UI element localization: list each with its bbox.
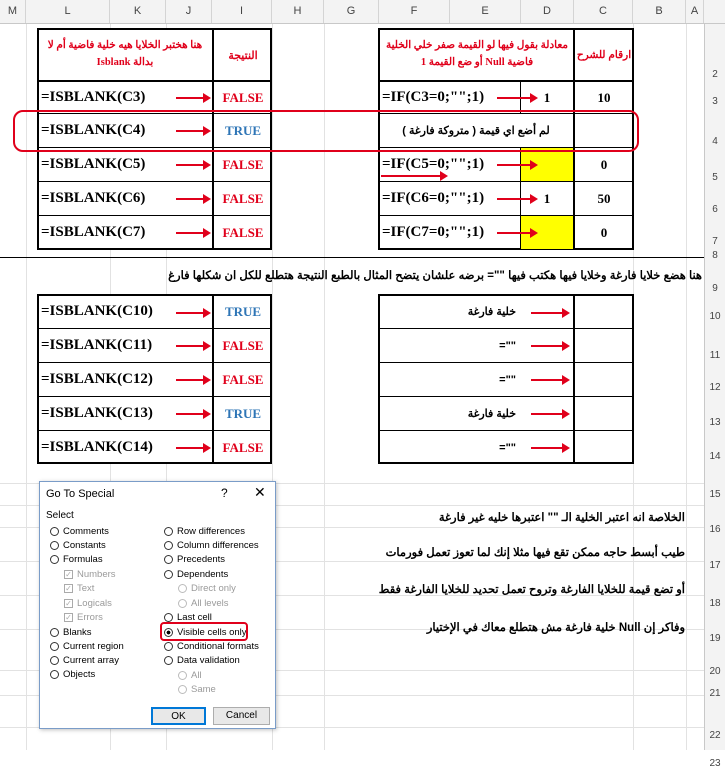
formula-cell[interactable]: =ISBLANK(C10) [41,303,153,319]
option-label: Last cell [177,612,212,623]
red-arrow [176,345,204,347]
radio-icon [50,670,59,679]
row-number[interactable]: 17 [709,560,721,571]
c-cell[interactable]: 50 [597,190,611,206]
radio-icon [50,642,59,651]
row-number[interactable]: 22 [709,730,721,741]
red-arrow [176,447,204,449]
radio-icon [164,570,173,579]
option-precedents[interactable] [164,554,225,565]
cancel-button[interactable]: Cancel [213,707,270,725]
radio-icon [164,642,173,651]
if-formula-cell[interactable]: =IF(C3=0;"";1) [382,89,485,105]
column-header-bar [0,0,725,24]
radio-icon [164,613,173,622]
row-number[interactable]: 14 [709,451,721,462]
radio-icon [164,527,173,536]
label-cell[interactable]: ="" [499,441,516,454]
option-comments[interactable] [50,526,109,537]
formula-cell[interactable]: =ISBLANK(C12) [41,371,153,387]
col-header-b[interactable]: B [633,0,686,23]
option-label: All [191,670,202,681]
option-current-array[interactable] [50,655,119,666]
red-arrow [176,198,204,200]
row-number[interactable]: 9 [712,283,718,294]
option-label: Text [77,583,95,594]
summary-line: طيب أبسط حاجه ممكن تقع فيها مثلا إنك لما تعوز تعمل فورمات [385,547,685,559]
checkbox-icon: ✓ [65,570,72,579]
checkbox-logicals[interactable] [64,598,112,609]
col-header-a[interactable]: A [686,0,704,23]
option-all-levels[interactable] [178,598,229,609]
red-arrow [531,345,563,347]
red-arrow [497,232,531,234]
option-label: Direct only [191,583,236,594]
c-cell[interactable]: 0 [600,156,608,172]
row-number[interactable]: 8 [712,250,718,261]
option-label: Constants [63,540,106,551]
option-label: Current region [63,641,124,652]
radio-icon [50,656,59,665]
option-label: All levels [191,598,229,609]
option-objects[interactable] [50,669,95,680]
result-cell[interactable]: TRUE [224,405,262,421]
option-label: Formulas [63,554,103,565]
summary-line: أو تضع قيمة للخلايا الفارغة وتروح تعمل تحديد للخلايا الفارغة فقط [378,584,685,596]
radio-icon [50,628,59,637]
selection-highlight [160,622,248,641]
red-arrow [497,164,531,166]
option-label: Conditional formats [177,641,259,652]
formula-cell[interactable]: =ISBLANK(C5) [41,156,146,172]
radio-icon [164,555,173,564]
option-label: Column differences [177,540,259,551]
radio-icon [50,541,59,550]
red-arrow [176,97,204,99]
row-header-bar [704,24,725,769]
checkbox-icon: ✓ [65,584,72,593]
formula-cell[interactable]: =ISBLANK(C7) [41,224,146,240]
row-number[interactable]: 5 [712,172,718,183]
result-cell[interactable]: TRUE [224,122,262,138]
option-label: Current array [63,655,119,666]
formula-cell[interactable]: =ISBLANK(C11) [41,337,153,353]
note-line: هنا هضع خلايا فارغة وخلايا فيها هكتب فيها ""= برضه علشان يتضح المثال بالطبع النتيجة هتطلع للكل ان شكلها فارغ [168,270,702,282]
col-header-k[interactable]: K [110,0,166,23]
col-header-l[interactable]: L [26,0,110,23]
c-cell[interactable]: 10 [597,89,611,105]
option-label: Comments [63,526,109,537]
option-same[interactable] [178,684,216,695]
row-number[interactable]: 21 [709,688,721,699]
formula-cell[interactable]: =ISBLANK(C6) [41,190,146,206]
right-header-formula: معادلة بقول فيها لو القيمة صفر خلي الخلية فاضية Null أو ضع القيمة 1 [385,40,569,68]
radio-icon [50,527,59,536]
select-label: Select [46,510,74,521]
c-cell[interactable]: 0 [600,224,608,240]
result-cell[interactable]: FALSE [222,190,264,206]
result-cell[interactable]: TRUE [224,303,262,319]
empty-note-cell[interactable]: لم أضع اي قيمة ( متروكة فارغة ) [402,125,550,137]
option-label: Row differences [177,526,245,537]
right-header-numbers: ارقام للشرح [576,49,632,61]
row-number[interactable]: 15 [709,489,721,500]
option-label: Numbers [77,569,116,580]
left-header-formula: هنا هختبر الخلايا هيه خلية فاضية أم لا بدالة Isblank [47,40,203,68]
option-label: Logicals [77,598,112,609]
option-conditional-formats[interactable] [164,641,259,652]
formula-cell[interactable]: =ISBLANK(C14) [41,439,153,455]
radio-icon [164,541,173,550]
option-label: Errors [77,612,103,623]
go-to-special-dialog [39,481,276,729]
option-row-differences[interactable] [164,526,245,537]
red-arrow [497,97,531,99]
radio-icon [164,656,173,665]
radio-icon [178,671,187,680]
checkbox-icon: ✓ [65,613,72,622]
row-number[interactable]: 7 [712,236,718,247]
col-header-e[interactable]: E [450,0,521,23]
radio-icon [178,599,187,608]
if-formula-cell[interactable]: =IF(C7=0;"";1) [382,224,485,240]
red-arrow [176,312,204,314]
col-header-d[interactable]: D [521,0,574,23]
option-data-validation[interactable] [164,655,240,666]
col-header-f[interactable]: F [379,0,450,23]
red-arrow [531,447,563,449]
red-arrow [497,198,531,200]
label-cell[interactable]: ="" [499,373,516,386]
option-direct-only[interactable] [178,583,236,594]
row-number[interactable]: 19 [709,633,721,644]
summary-line: الخلاصة انه اعتبر الخلية الـ "" اعتبرها خليه غير فارغة [438,512,685,524]
row-number[interactable]: 10 [709,311,721,322]
col-header-m[interactable]: M [0,0,26,23]
option-label: Dependents [177,569,229,580]
option-label: Blanks [63,627,92,638]
option-all[interactable] [178,670,202,681]
red-arrow [176,164,204,166]
col-header-j[interactable]: J [166,0,212,23]
close-icon[interactable]: ✕ [254,484,266,500]
if-formula-cell[interactable]: =IF(C5=0;"";1) [382,156,485,172]
option-label: Precedents [177,554,226,565]
row-number[interactable]: 13 [709,417,721,428]
help-icon[interactable]: ? [221,486,228,500]
row-number[interactable]: 4 [712,136,718,147]
red-arrow [531,312,563,314]
row-number[interactable]: 20 [709,666,721,677]
radio-icon [178,584,187,593]
row-number[interactable]: 23 [709,758,721,769]
row-number[interactable]: 16 [709,524,721,535]
radio-icon [50,555,59,564]
summary-line: وفاكر إن Null خلية فارغة مش هتطلع معاك في الإختيار [426,622,685,634]
label-cell[interactable]: ="" [499,339,516,352]
if-formula-cell[interactable]: =IF(C6=0;"";1) [382,190,485,206]
red-arrow [176,413,204,415]
checkbox-text[interactable] [64,583,94,594]
red-arrow [176,379,204,381]
radio-icon [178,685,187,694]
formula-cell[interactable]: =ISBLANK(C13) [41,405,153,421]
row-number[interactable]: 12 [709,382,721,393]
row-number[interactable]: 6 [712,204,718,215]
row-number[interactable]: 3 [712,96,718,107]
result-cell[interactable]: FALSE [222,439,264,455]
option-label: Visible cells only [177,627,247,638]
col-header-g[interactable]: G [324,0,379,23]
col-header-h[interactable]: H [272,0,324,23]
checkbox-numbers[interactable] [64,569,116,580]
option-label: Data validation [177,655,240,666]
d-cell[interactable]: 1 [543,89,551,105]
col-header-c[interactable]: C [574,0,633,23]
option-constants[interactable] [50,540,106,551]
dialog-title: Go To Special [46,488,115,500]
checkbox-icon: ✓ [65,599,72,608]
result-cell[interactable]: FALSE [222,224,264,240]
option-dependents[interactable] [164,569,228,580]
col-header-i[interactable]: I [212,0,272,23]
left-header-result: النتيجة [228,49,258,62]
result-cell[interactable]: FALSE [222,371,264,387]
row-number[interactable]: 11 [709,350,721,361]
formula-cell[interactable]: =ISBLANK(C3) [41,89,146,105]
result-cell[interactable]: FALSE [222,156,264,172]
option-current-region[interactable] [50,641,124,652]
formula-cell[interactable]: =ISBLANK(C4) [41,122,146,138]
option-label: Objects [63,669,96,680]
result-cell[interactable]: FALSE [222,89,264,105]
row-number[interactable]: 18 [709,598,721,609]
ok-button[interactable]: OK [151,707,206,725]
option-column-differences[interactable] [164,540,259,551]
red-arrow [176,232,204,234]
row-highlight-outline [13,110,639,152]
result-cell[interactable]: FALSE [222,337,264,353]
row-number[interactable]: 2 [712,69,718,80]
option-formulas[interactable] [50,554,103,565]
red-arrow [531,413,563,415]
red-arrow [381,175,441,177]
checkbox-errors[interactable] [64,612,103,623]
option-blanks[interactable] [50,627,92,638]
red-arrow [531,379,563,381]
label-cell[interactable]: خلية فارغة [467,408,516,420]
d-cell[interactable]: 1 [543,190,551,206]
option-label: Same [191,684,216,695]
label-cell[interactable]: خلية فارغة [467,306,516,318]
